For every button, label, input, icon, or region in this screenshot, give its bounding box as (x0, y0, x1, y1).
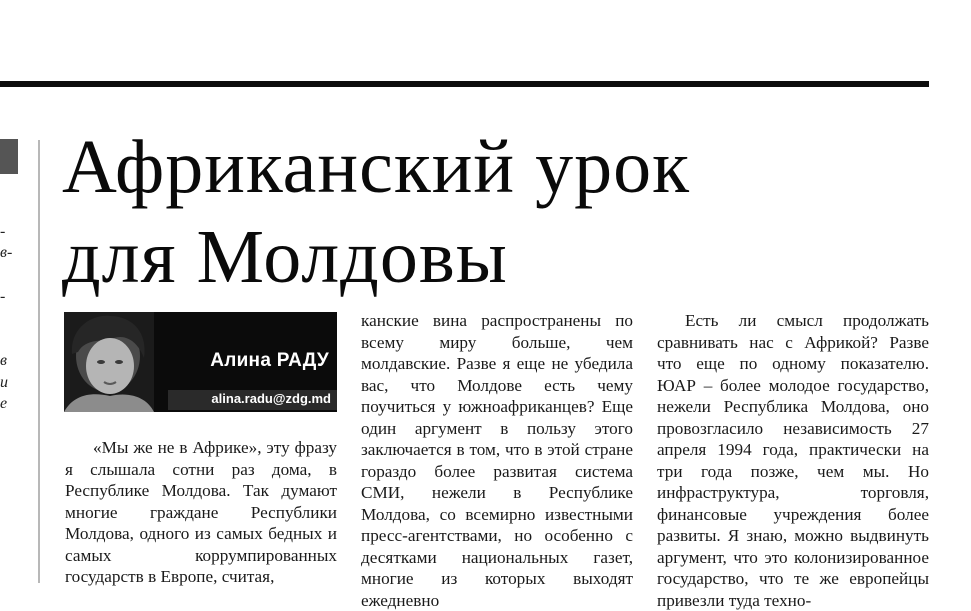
column-1-text: «Мы же не в Африке», эту фразу я слышала сотни раз дома, в Республике Молдова. Так думают многие граждане Республики Молдова, одного из самых бедных и самых коррумпированных государств в Европе, считая, (65, 438, 337, 586)
author-byline-box (64, 312, 337, 412)
article-column-3 (657, 310, 929, 611)
column-2-text: канские вина распространены по всему миру больше, чем молдавские. Разве я еще не убедила вас, что Молдове есть чему поучиться у южноафриканцев? Еще один аргумент в пользу этого заключается в том, что в этой стране гораздо более развитая система СМИ, нежели в Республике Молдова, со всемирно известными пресс-агентствами, но особенно с десятками национальных газет, многие из которых выходят ежедневно (361, 311, 633, 610)
previous-column-fragment: - (0, 223, 6, 240)
previous-column-fragment: и (0, 374, 8, 391)
top-rule (0, 81, 929, 87)
headline-line-2: для Молдовы (62, 215, 508, 299)
previous-column-fragment: в (0, 352, 7, 369)
headline-line-1: Африканский урок (62, 125, 691, 209)
article-headline (62, 122, 690, 302)
author-name: Алина РАДУ (210, 350, 329, 371)
previous-column-fragment: в- (0, 244, 13, 261)
author-email: alina.radu@zdg.md (211, 391, 331, 406)
article-column-2 (361, 310, 633, 611)
column-3-text: Есть ли смысл продолжать сравнивать нас с Африкой? Разве что еще по одному показателю. ЮАР – более молодое государство, нежели Республика Молдова, оно провозгласило независимость 27 апреля 1994 года, практически на три года позже, чем мы. Но инфраструктура, торговля, финансовые учреждения более развиты. Я знаю, можно выдвинуть аргумент, что это колонизированное государство, что те же европейцы привезли туда техно- (657, 311, 929, 610)
previous-column-fragment: - (0, 288, 6, 305)
column-divider (38, 140, 40, 583)
previous-column-fragment: е (0, 395, 8, 412)
article-column-1 (65, 437, 337, 588)
previous-article-marker (0, 139, 18, 174)
author-portrait (64, 312, 154, 412)
